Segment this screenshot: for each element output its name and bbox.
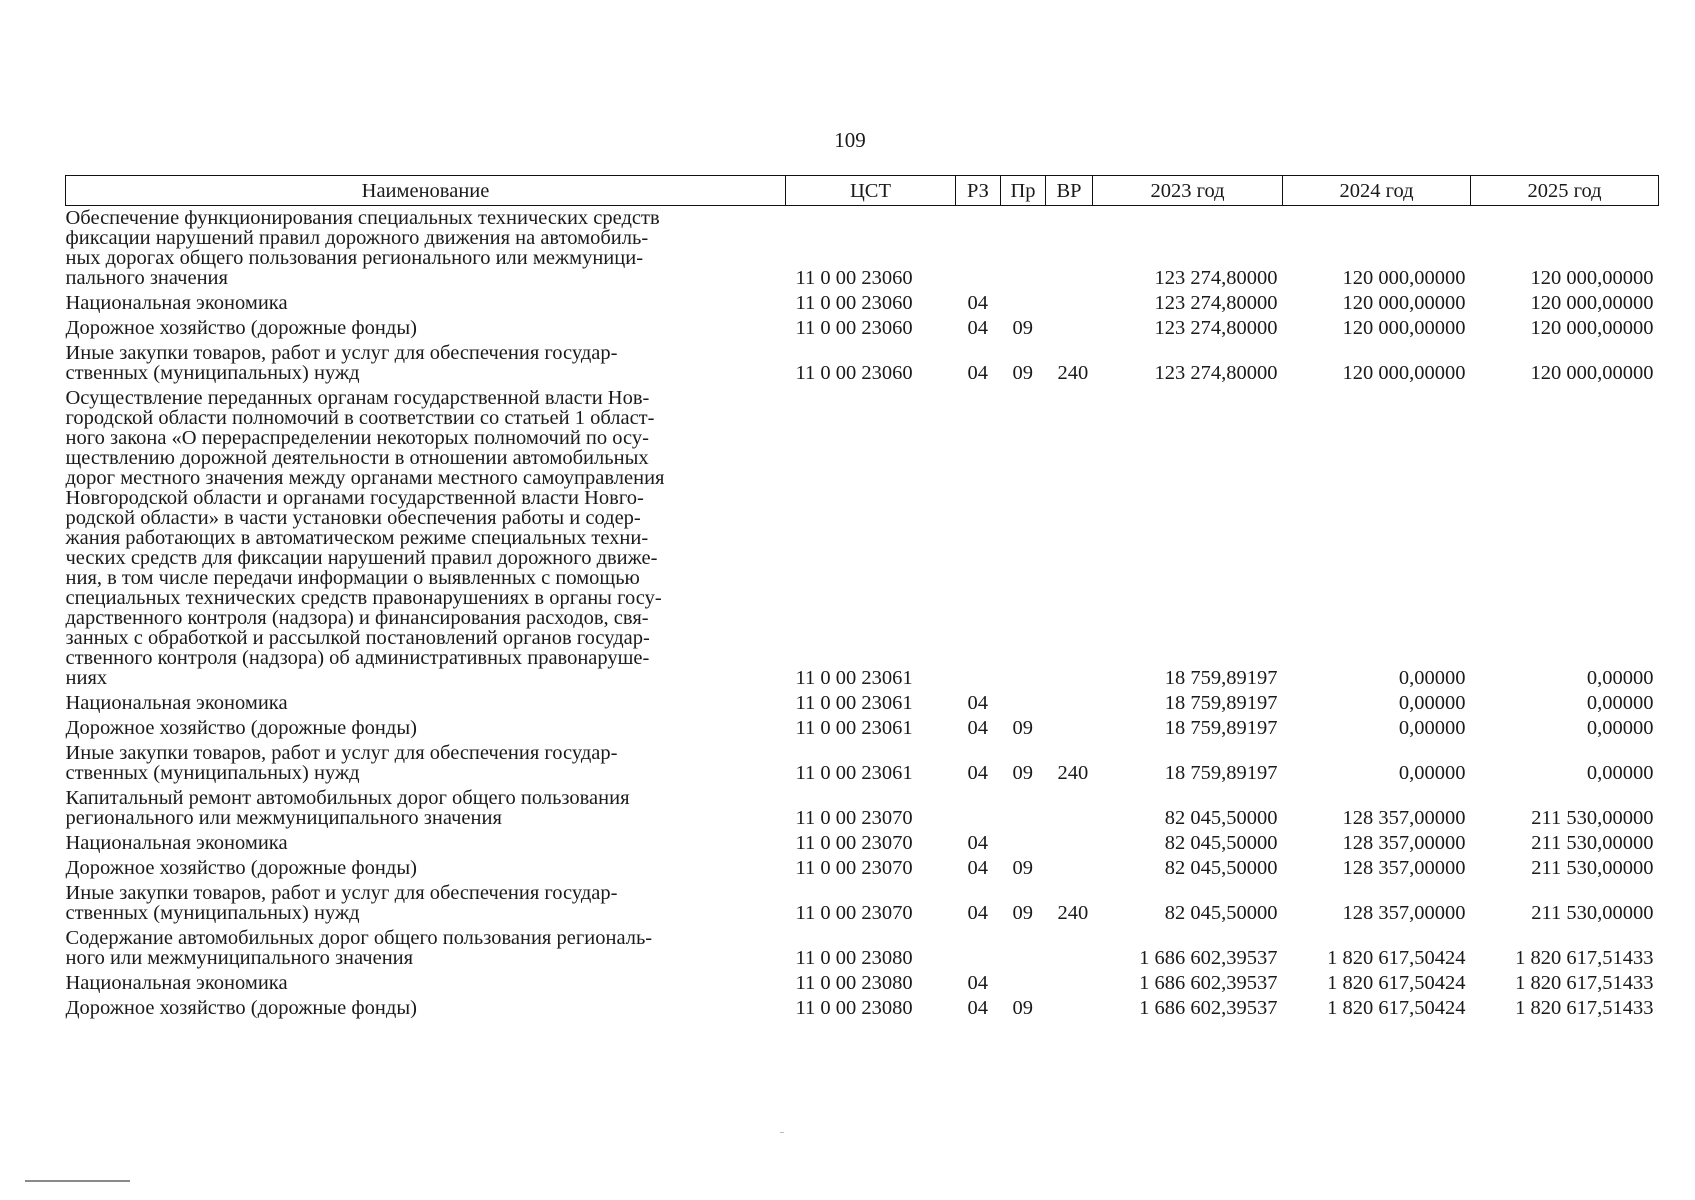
row-name-line: занных с обработкой и рассылкой постановлений органов государ- — [65, 627, 650, 649]
row-name-line: Национальная экономика — [65, 972, 288, 994]
header-2023: 2023 год — [1093, 176, 1283, 206]
row-rz: 04 — [967, 292, 988, 314]
row-rz — [956, 926, 1001, 971]
row-name-line: городской области полномочий в соответствии со статьей 1 област- — [65, 407, 655, 429]
row-amount-2023: 18 759,89197 — [1164, 692, 1278, 714]
row-pr — [1001, 206, 1046, 292]
table-row — [66, 341, 1659, 386]
row-vr: 240 — [1057, 902, 1089, 924]
row-cst: 11 0 00 23060 — [795, 317, 913, 339]
row-name-line: ществлению дорожной деятельности в отношении автомобильных — [65, 447, 649, 469]
row-amount-2025: 120 000,00000 — [1530, 267, 1654, 289]
row-amount-2025: 120 000,00000 — [1530, 362, 1654, 384]
row-rz: 04 — [967, 997, 988, 1019]
row-amount-2024: 1 820 617,50424 — [1327, 947, 1466, 969]
row-name — [66, 971, 786, 996]
row-cst: 11 0 00 23061 — [795, 717, 913, 739]
header-cst: ЦСТ — [786, 176, 956, 206]
row-rz: 04 — [967, 692, 988, 714]
row-name — [66, 206, 786, 292]
row-name-line: ственного контроля (надзора) об административных правонаруше- — [65, 647, 650, 669]
row-amount-2024: 120 000,00000 — [1342, 292, 1466, 314]
row-amount-2025: 120 000,00000 — [1530, 292, 1654, 314]
row-rz: 04 — [967, 362, 988, 384]
row-rz: 04 — [967, 902, 988, 924]
row-name-line: ния, в том числе передачи информации о выявленных с помощью — [65, 567, 640, 589]
row-name-line: Дорожное хозяйство (дорожные фонды) — [65, 857, 417, 879]
row-rz: 04 — [967, 717, 988, 739]
header-vr: ВР — [1046, 176, 1093, 206]
row-name — [66, 316, 786, 341]
row-name-line: дорог местного значения между органами местного самоуправления — [65, 467, 665, 489]
row-name-line: пального значения — [65, 267, 228, 289]
row-amount-2025: 211 530,00000 — [1531, 857, 1654, 879]
table-row — [66, 996, 1659, 1021]
row-name — [66, 291, 786, 316]
row-name-line: Дорожное хозяйство (дорожные фонды) — [65, 997, 417, 1019]
row-amount-2024: 120 000,00000 — [1342, 267, 1466, 289]
row-vr — [1046, 786, 1093, 831]
row-amount-2024: 1 820 617,50424 — [1327, 997, 1466, 1019]
row-name-line: Национальная экономика — [65, 692, 288, 714]
row-cst: 11 0 00 23080 — [795, 997, 913, 1019]
row-amount-2024: 128 357,00000 — [1342, 902, 1466, 924]
row-name-line: Обеспечение функционирования специальных технических средств — [65, 207, 660, 229]
row-amount-2024: 128 357,00000 — [1342, 857, 1466, 879]
row-pr: 09 — [1012, 857, 1033, 879]
row-name-line: Национальная экономика — [65, 832, 288, 854]
row-name — [66, 691, 786, 716]
table-header — [66, 176, 1659, 206]
row-vr — [1046, 996, 1093, 1021]
row-name-line: Иные закупки товаров, работ и услуг для обеспечения государ- — [65, 342, 618, 364]
row-amount-2025: 211 530,00000 — [1531, 832, 1654, 854]
row-rz: 04 — [967, 972, 988, 994]
row-amount-2025: 1 820 617,51433 — [1515, 947, 1654, 969]
row-amount-2023: 18 759,89197 — [1164, 762, 1278, 784]
row-cst: 11 0 00 23061 — [795, 762, 913, 784]
table-row — [66, 386, 1659, 691]
row-name-line: Дорожное хозяйство (дорожные фонды) — [65, 317, 417, 339]
row-name-line: ниях — [65, 667, 108, 689]
row-amount-2024: 0,00000 — [1398, 692, 1466, 714]
row-cst: 11 0 00 23070 — [795, 902, 913, 924]
row-name-line: ственных (муниципальных) нужд — [65, 902, 360, 924]
header-name: Наименование — [66, 176, 786, 206]
row-name-line: ного закона «О перераспределении некоторых полномочий по осу- — [65, 427, 649, 449]
row-amount-2025: 1 820 617,51433 — [1515, 972, 1654, 994]
row-cst: 11 0 00 23060 — [795, 362, 913, 384]
row-cst: 11 0 00 23060 — [795, 292, 913, 314]
row-amount-2025: 0,00000 — [1586, 762, 1654, 784]
table-row — [66, 316, 1659, 341]
row-vr: 240 — [1057, 762, 1089, 784]
row-pr: 09 — [1012, 997, 1033, 1019]
table-row — [66, 741, 1659, 786]
header-2025: 2025 год — [1471, 176, 1659, 206]
row-rz: 04 — [967, 317, 988, 339]
row-amount-2024: 128 357,00000 — [1342, 807, 1466, 829]
scan-speck — [780, 1132, 784, 1133]
row-vr — [1046, 856, 1093, 881]
row-amount-2025: 211 530,00000 — [1531, 902, 1654, 924]
table-row — [66, 856, 1659, 881]
row-name — [66, 741, 786, 786]
row-pr: 09 — [1012, 317, 1033, 339]
header-pr: Пр — [1001, 176, 1046, 206]
row-amount-2023: 18 759,89197 — [1164, 717, 1278, 739]
row-amount-2023: 82 045,50000 — [1164, 832, 1278, 854]
row-amount-2025: 211 530,00000 — [1531, 807, 1654, 829]
row-cst: 11 0 00 23060 — [795, 267, 913, 289]
row-vr — [1046, 926, 1093, 971]
table-row — [66, 786, 1659, 831]
row-name-line: регионального или межмуниципального значения — [65, 807, 502, 829]
row-amount-2024: 1 820 617,50424 — [1327, 972, 1466, 994]
row-amount-2024: 120 000,00000 — [1342, 317, 1466, 339]
row-vr: 240 — [1057, 362, 1089, 384]
row-pr — [1001, 971, 1046, 996]
row-name-line: Национальная экономика — [65, 292, 288, 314]
row-name-line: фиксации нарушений правил дорожного движения на автомобиль- — [65, 227, 649, 249]
row-cst: 11 0 00 23061 — [795, 692, 913, 714]
row-amount-2024: 120 000,00000 — [1342, 362, 1466, 384]
row-amount-2023: 123 274,80000 — [1154, 317, 1278, 339]
row-name-line: Иные закупки товаров, работ и услуг для обеспечения государ- — [65, 882, 618, 904]
table-row — [66, 716, 1659, 741]
row-name-line: ческих средств для фиксации нарушений правил дорожного движе- — [65, 547, 658, 569]
row-name-line: специальных технических средств правонарушениях в органы госу- — [65, 587, 662, 609]
row-pr — [1001, 386, 1046, 691]
row-amount-2023: 1 686 602,39537 — [1139, 972, 1278, 994]
row-amount-2023: 18 759,89197 — [1164, 667, 1278, 689]
table-row — [66, 881, 1659, 926]
row-name-line: Содержание автомобильных дорог общего пользования региональ- — [65, 927, 653, 949]
row-vr — [1046, 291, 1093, 316]
row-cst: 11 0 00 23070 — [795, 857, 913, 879]
row-amount-2023: 123 274,80000 — [1154, 362, 1278, 384]
row-cst: 11 0 00 23070 — [795, 832, 913, 854]
table-body — [66, 206, 1659, 1022]
row-cst: 11 0 00 23070 — [795, 807, 913, 829]
row-cst: 11 0 00 23080 — [795, 947, 913, 969]
row-name-line: дарственного контроля (надзора) и финансирования расходов, свя- — [65, 607, 649, 629]
table-row — [66, 831, 1659, 856]
table-row — [66, 971, 1659, 996]
row-name-line: ственных (муниципальных) нужд — [65, 762, 360, 784]
row-rz — [956, 386, 1001, 691]
row-name — [66, 996, 786, 1021]
row-name — [66, 716, 786, 741]
header-rz: РЗ — [956, 176, 1001, 206]
row-amount-2023: 1 686 602,39537 — [1139, 947, 1278, 969]
row-name-line: Дорожное хозяйство (дорожные фонды) — [65, 717, 417, 739]
row-name-line: Капитальный ремонт автомобильных дорог общего пользования — [65, 787, 630, 809]
row-amount-2023: 123 274,80000 — [1154, 292, 1278, 314]
row-amount-2025: 0,00000 — [1586, 692, 1654, 714]
page-number: 109 — [834, 128, 866, 152]
row-pr — [1001, 831, 1046, 856]
row-rz: 04 — [967, 857, 988, 879]
row-name — [66, 786, 786, 831]
row-rz — [956, 786, 1001, 831]
row-cst: 11 0 00 23080 — [795, 972, 913, 994]
row-pr: 09 — [1012, 762, 1033, 784]
row-amount-2023: 82 045,50000 — [1164, 902, 1278, 924]
row-name-line: родской области» в части установки обеспечения работы и содер- — [65, 507, 641, 529]
row-amount-2023: 1 686 602,39537 — [1139, 997, 1278, 1019]
row-pr — [1001, 786, 1046, 831]
row-pr — [1001, 291, 1046, 316]
header-row — [66, 176, 1659, 206]
row-name — [66, 881, 786, 926]
row-vr — [1046, 971, 1093, 996]
row-pr: 09 — [1012, 717, 1033, 739]
row-pr: 09 — [1012, 902, 1033, 924]
row-amount-2025: 1 820 617,51433 — [1515, 997, 1654, 1019]
row-amount-2025: 0,00000 — [1586, 667, 1654, 689]
row-amount-2025: 0,00000 — [1586, 717, 1654, 739]
scan-edge-mark — [25, 1180, 130, 1182]
row-vr — [1046, 831, 1093, 856]
row-vr — [1046, 386, 1093, 691]
row-cst: 11 0 00 23061 — [795, 667, 913, 689]
row-name — [66, 856, 786, 881]
row-amount-2024: 128 357,00000 — [1342, 832, 1466, 854]
row-name-line: Иные закупки товаров, работ и услуг для обеспечения государ- — [65, 742, 618, 764]
row-name — [66, 386, 786, 691]
budget-table — [65, 175, 1659, 1021]
row-rz — [956, 206, 1001, 292]
row-vr — [1046, 716, 1093, 741]
table-row — [66, 926, 1659, 971]
row-name-line: Новгородской области и органами государственной власти Новго- — [65, 487, 644, 509]
row-pr — [1001, 691, 1046, 716]
row-vr — [1046, 691, 1093, 716]
row-name — [66, 926, 786, 971]
table-row — [66, 206, 1659, 292]
row-name-line: ных дорогах общего пользования регионального или межмуници- — [65, 247, 644, 269]
table-row — [66, 691, 1659, 716]
row-vr — [1046, 316, 1093, 341]
row-name — [66, 831, 786, 856]
row-amount-2024: 0,00000 — [1398, 717, 1466, 739]
row-amount-2023: 82 045,50000 — [1164, 807, 1278, 829]
row-amount-2024: 0,00000 — [1398, 762, 1466, 784]
row-rz: 04 — [967, 832, 988, 854]
row-amount-2024: 0,00000 — [1398, 667, 1466, 689]
row-amount-2023: 82 045,50000 — [1164, 857, 1278, 879]
row-amount-2025: 120 000,00000 — [1530, 317, 1654, 339]
row-amount-2023: 123 274,80000 — [1154, 267, 1278, 289]
row-name-line: ного или межмуниципального значения — [65, 947, 414, 969]
table-row — [66, 291, 1659, 316]
row-pr: 09 — [1012, 362, 1033, 384]
row-vr — [1046, 206, 1093, 292]
row-pr — [1001, 926, 1046, 971]
header-2024: 2024 год — [1283, 176, 1471, 206]
row-name — [66, 341, 786, 386]
row-rz: 04 — [967, 762, 988, 784]
row-name-line: ственных (муниципальных) нужд — [65, 362, 360, 384]
row-name-line: Осуществление переданных органам государственной власти Нов- — [65, 387, 650, 409]
row-name-line: жания работающих в автоматическом режиме специальных техни- — [65, 527, 649, 549]
